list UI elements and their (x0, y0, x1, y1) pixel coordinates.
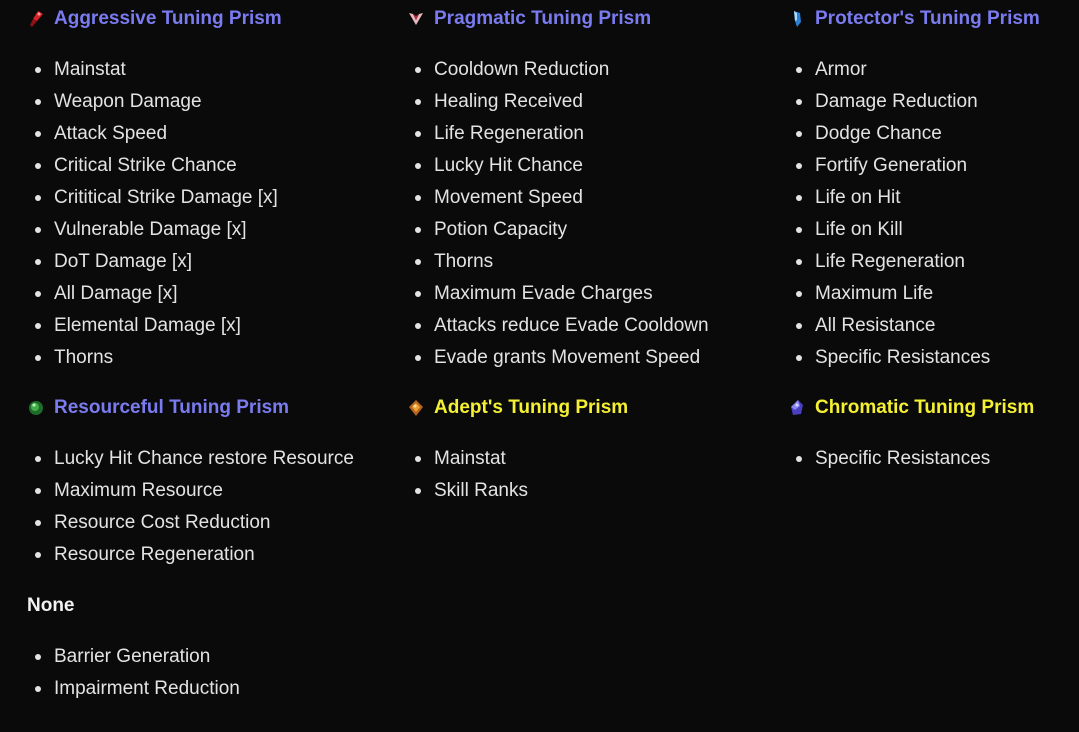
item-list (27, 641, 240, 705)
section-title: Aggressive Tuning Prism (54, 8, 282, 29)
heading-adept (407, 396, 628, 420)
section-title: Adept's Tuning Prism (434, 397, 629, 418)
list-item: Cooldown Reduction (407, 54, 709, 86)
heading-none (27, 594, 75, 618)
list-item: Damage Reduction (788, 86, 990, 118)
heading-protector (788, 7, 1040, 31)
section-none (27, 594, 240, 699)
green-prism-icon (27, 399, 45, 417)
list-item: Mainstat (27, 54, 278, 86)
item-list (27, 54, 278, 374)
list-item: Dodge Chance (788, 118, 990, 150)
section-title: Resourceful Tuning Prism (54, 397, 290, 418)
list-item: Evade grants Movement Speed (407, 342, 709, 374)
list-item: Lucky Hit Chance (407, 150, 709, 182)
list-item: Crititical Strike Damage [x] (27, 182, 278, 214)
pink-prism-icon (407, 10, 425, 28)
list-item: Mainstat (407, 443, 528, 475)
list-item: Specific Resistances (788, 342, 990, 374)
list-item: Impairment Reduction (27, 673, 240, 705)
section-protector (788, 7, 1040, 368)
violet-prism-icon (788, 399, 806, 417)
list-item: All Damage [x] (27, 278, 278, 310)
heading-resourceful (27, 396, 289, 420)
list-item: Resource Regeneration (27, 539, 354, 571)
section-resourceful (27, 396, 354, 565)
orange-prism-icon (407, 399, 425, 417)
list-item: Maximum Evade Charges (407, 278, 709, 310)
list-item: Fortify Generation (788, 150, 990, 182)
list-item: Lucky Hit Chance restore Resource (27, 443, 354, 475)
list-item: Critical Strike Chance (27, 150, 278, 182)
heading-aggressive (27, 7, 282, 31)
list-item: Life Regeneration (788, 246, 990, 278)
item-list (407, 443, 528, 507)
section-title: Pragmatic Tuning Prism (434, 8, 652, 29)
blue-prism-icon (788, 10, 806, 28)
list-item: Thorns (27, 342, 278, 374)
list-item: Skill Ranks (407, 475, 528, 507)
list-item: Life Regeneration (407, 118, 709, 150)
section-pragmatic (407, 7, 709, 368)
heading-pragmatic (407, 7, 651, 31)
list-item: Weapon Damage (27, 86, 278, 118)
list-item: Barrier Generation (27, 641, 240, 673)
item-list (27, 443, 354, 571)
item-list (407, 54, 709, 374)
section-adept (407, 396, 629, 501)
red-prism-icon (27, 10, 45, 28)
section-chromatic (788, 396, 1035, 469)
section-title: None (27, 595, 75, 616)
list-item: Vulnerable Damage [x] (27, 214, 278, 246)
list-item: Healing Received (407, 86, 709, 118)
list-item: Armor (788, 54, 990, 86)
item-list (788, 54, 990, 374)
section-title: Protector's Tuning Prism (815, 8, 1040, 29)
list-item: DoT Damage [x] (27, 246, 278, 278)
list-item: Thorns (407, 246, 709, 278)
list-item: Movement Speed (407, 182, 709, 214)
section-aggressive (27, 7, 282, 368)
item-list (788, 443, 990, 475)
list-item: Resource Cost Reduction (27, 507, 354, 539)
list-item: All Resistance (788, 310, 990, 342)
list-item: Maximum Life (788, 278, 990, 310)
list-item: Life on Kill (788, 214, 990, 246)
section-title: Chromatic Tuning Prism (815, 397, 1035, 418)
list-item: Maximum Resource (27, 475, 354, 507)
list-item: Potion Capacity (407, 214, 709, 246)
list-item: Attack Speed (27, 118, 278, 150)
list-item: Specific Resistances (788, 443, 990, 475)
list-item: Attacks reduce Evade Cooldown (407, 310, 709, 342)
list-item: Life on Hit (788, 182, 990, 214)
list-item: Elemental Damage [x] (27, 310, 278, 342)
heading-chromatic (788, 396, 1034, 420)
